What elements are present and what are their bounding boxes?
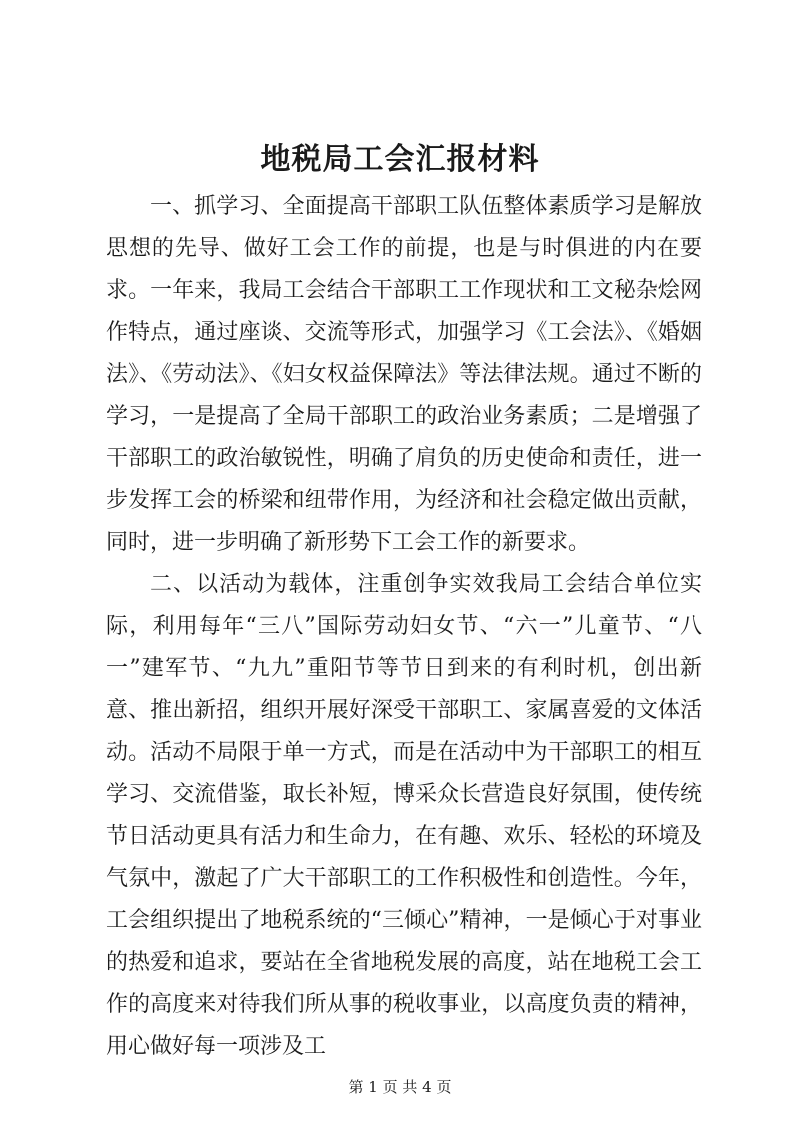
paragraph-1: 一、抓学习、全面提高干部职工队伍整体素质学习是解放思想的先导、做好工会工作的前提，也是与时俱进的内在要求。一年来，我局工会结合干部职工工作现状和工文秘杂烩网作特点，通过座谈、交流等形式，加强学习《工会法》、《婚姻法》、《劳动法》、《妇女权益保障法》等法律法规。通过不断的学习，一是提高了全局干部职工的政治业务素质；二是增强了干部职工的政治敏锐性，明确了肩负的历史使命和责任，进一步发挥工会的桥梁和纽带作用，为经济和社会稳定做出贡献，同时，进一步明确了新形势下工会工作的新要求。 [106,194,702,555]
page-footer: 第 1 页 共 4 页 [348,1078,452,1096]
document-title: 地税局工会汇报材料 [260,142,540,177]
paragraph-2: 二、以活动为载体，注重创争实效我局工会结合单位实际，利用每年“三八”国际劳动妇女节、“六一”儿童节、“八一”建军节、“九九”重阳节等节日到来的有利时机，创出新意、推出新招，组织开展好深受干部职工、家属喜爱的文体活动。活动不局限于单一方式，而是在活动中为干部职工的相互学习、交流借鉴，取长补短，博采众长营造良好氛围，使传统节日活动更具有活力和生命力，在有趣、欢乐、轻松的环境及气氛中，激起了广大干部职工的工作积极性和创造性。今年，工会组织提出了地税系统的“三倾心”精神，一是倾心于对事业的热爱和追求，要站在全省地税发展的高度，站在地税工会工作的高度来对待我们所从事的税收事业，以高度负责的精神，用心做好每一项涉及工 [106,572,702,1059]
document-body [106,186,702,1068]
